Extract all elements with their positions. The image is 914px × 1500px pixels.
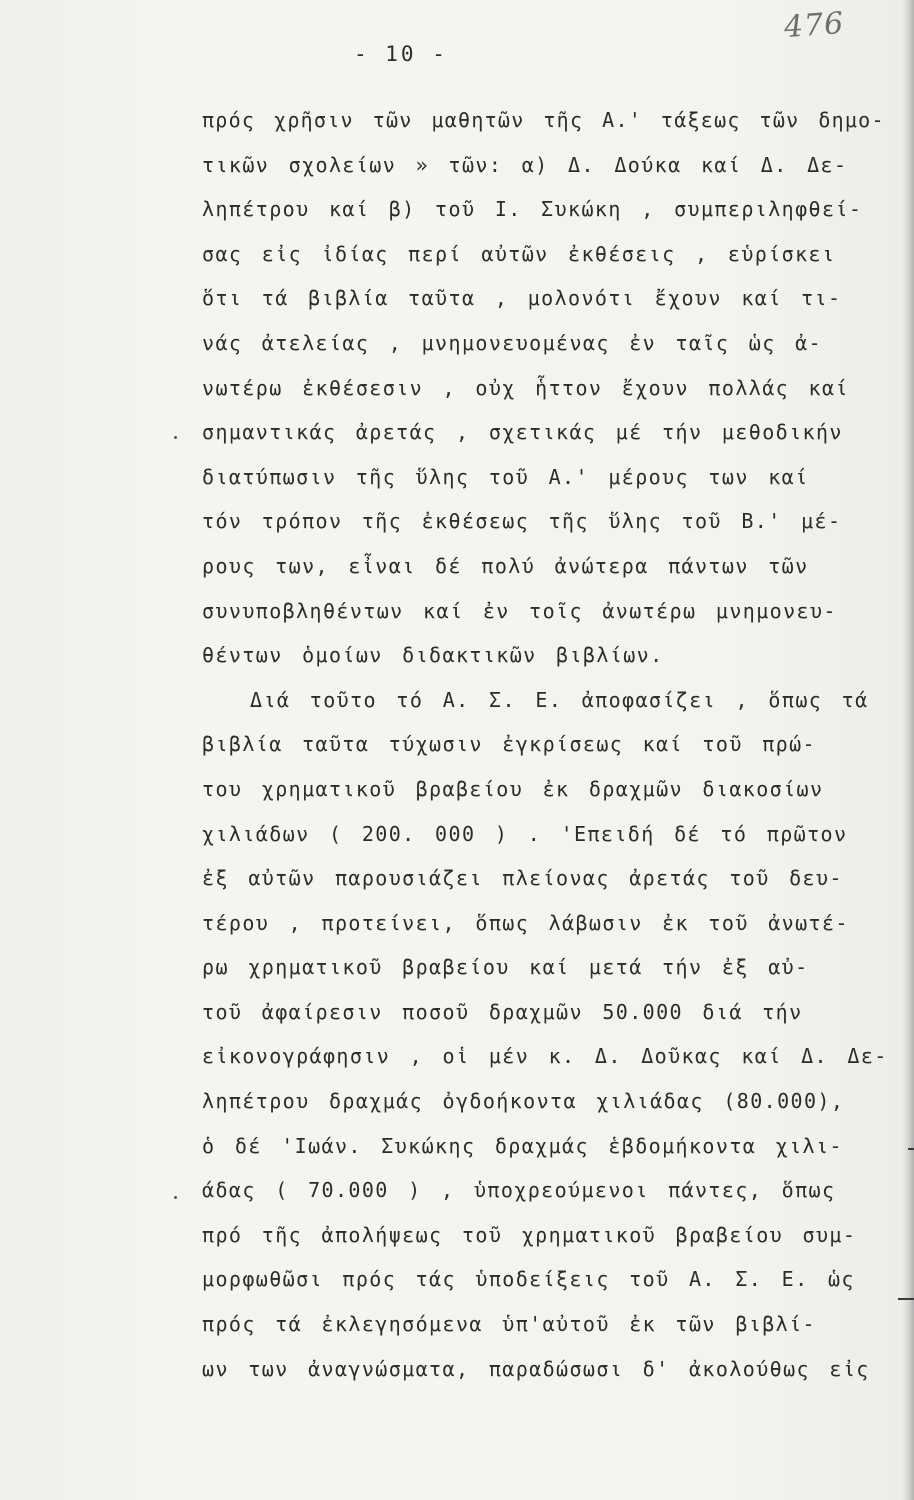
- text-line: νάς ἀτελείας , μνημονευομένας ἐν ταῖς ὡς ἀ-: [202, 330, 822, 355]
- text-line: θέντων ὁμοίων διδακτικῶν βιβλίων.: [202, 643, 664, 668]
- edge-mark: [908, 1148, 914, 1150]
- text-line: τοῦ ἀφαίρεσιν ποσοῦ δραχμῶν 50.000 διά τήν: [202, 999, 803, 1024]
- text-line: εἰκονογράφησιν , οἱ μέν κ. Δ. Δοῦκας καί Δ. Δε-: [202, 1044, 888, 1069]
- text-line: πρό τῆς ἀπολήψεως τοῦ χρηματικοῦ βραβείου συμ-: [202, 1222, 857, 1247]
- text-line: πρός τά ἐκλεγησόμενα ὑπ'αὐτοῦ ἐκ τῶν βιβλί-: [202, 1312, 816, 1337]
- text-line: ρους των, εἶναι δέ πολύ ἀνώτερα πάντων τῶν: [202, 553, 809, 578]
- text-line: ρω χρηματικοῦ βραβείου καί μετά τήν ἐξ αὐ-: [202, 955, 809, 980]
- text-line: ληπέτρου καί β) τοῦ Ι. Συκώκη , συμπεριληφθεί-: [202, 197, 863, 222]
- typewritten-body: [202, 98, 892, 1391]
- text-line: Διά τοῦτο τό Α. Σ. Ε. ἀποφασίζει , ὅπως τά: [250, 687, 869, 712]
- text-line: του χρηματικοῦ βραβείου ἐκ δραχμῶν διακοσίων: [202, 776, 824, 801]
- text-line: πρός χρῆσιν τῶν μαθητῶν τῆς Α.' τάξεως τῶν δημο-: [202, 108, 885, 132]
- text-line: ὅτι τά βιβλία ταῦτα , μολονότι ἔχουν καί τι-: [202, 286, 842, 311]
- text-line: ἐξ αὐτῶν παρουσιάζει πλείονας ἀρετάς τοῦ δευ-: [202, 866, 843, 891]
- text-line: μορφωθῶσι πρός τάς ὑποδείξεις τοῦ Α. Σ. Ε. ὡς: [202, 1267, 855, 1292]
- text-line: σας εἰς ἰδίας περί αὐτῶν ἐκθέσεις , εὑρίσκει: [202, 241, 836, 266]
- text-line: τέρου , προτείνει, ὅπως λάβωσιν ἐκ τοῦ ἀνωτέ-: [202, 910, 849, 935]
- text-line: χιλιάδων ( 200. 000 ) . 'Επειδή δέ τό πρῶτον: [202, 821, 848, 846]
- text-line: ὁ δέ 'Ιωάν. Συκώκης δραχμάς ἑβδομήκοντα χιλι-: [202, 1133, 843, 1158]
- text-line: σημαντικάς ἀρετάς , σχετικάς μέ τήν μεθοδικήν: [202, 420, 843, 445]
- text-line: άδας ( 70.000 ) , ὑποχρεούμενοι πάντες, ὅπως: [202, 1178, 836, 1203]
- margin-speck: [174, 1196, 177, 1199]
- text-line: ληπέτρου δραχμάς ὀγδοήκοντα χιλιάδας (80.000),: [202, 1089, 845, 1114]
- edge-mark: [898, 1298, 914, 1300]
- margin-speck: [174, 436, 177, 439]
- text-line: τόν τρόπον τῆς ἐκθέσεως τῆς ὕλης τοῦ Β.' μέ-: [202, 509, 842, 534]
- handwritten-folio-number: 476: [782, 5, 846, 46]
- page-number: - 10 -: [354, 42, 448, 66]
- text-line: βιβλία ταῦτα τύχωσιν ἐγκρίσεως καί τοῦ πρώ-: [202, 732, 816, 757]
- text-line: τικῶν σχολείων » τῶν: α) Δ. Δούκα καί Δ. Δε-: [202, 152, 848, 177]
- text-line: νωτέρω ἐκθέσεσιν , οὐχ ἧττον ἔχουν πολλάς καί: [202, 375, 849, 400]
- text-line: συνυποβληθέντων καί ἐν τοῖς ἀνωτέρω μνημονευ-: [202, 598, 837, 623]
- text-line: ων των ἀναγνώσματα, παραδώσωσι δ' ἀκολούθως εἰς: [202, 1356, 870, 1381]
- text-line: διατύπωσιν τῆς ὕλης τοῦ Α.' μέρους των καί: [202, 464, 809, 489]
- page-binding-edge: [902, 0, 914, 1500]
